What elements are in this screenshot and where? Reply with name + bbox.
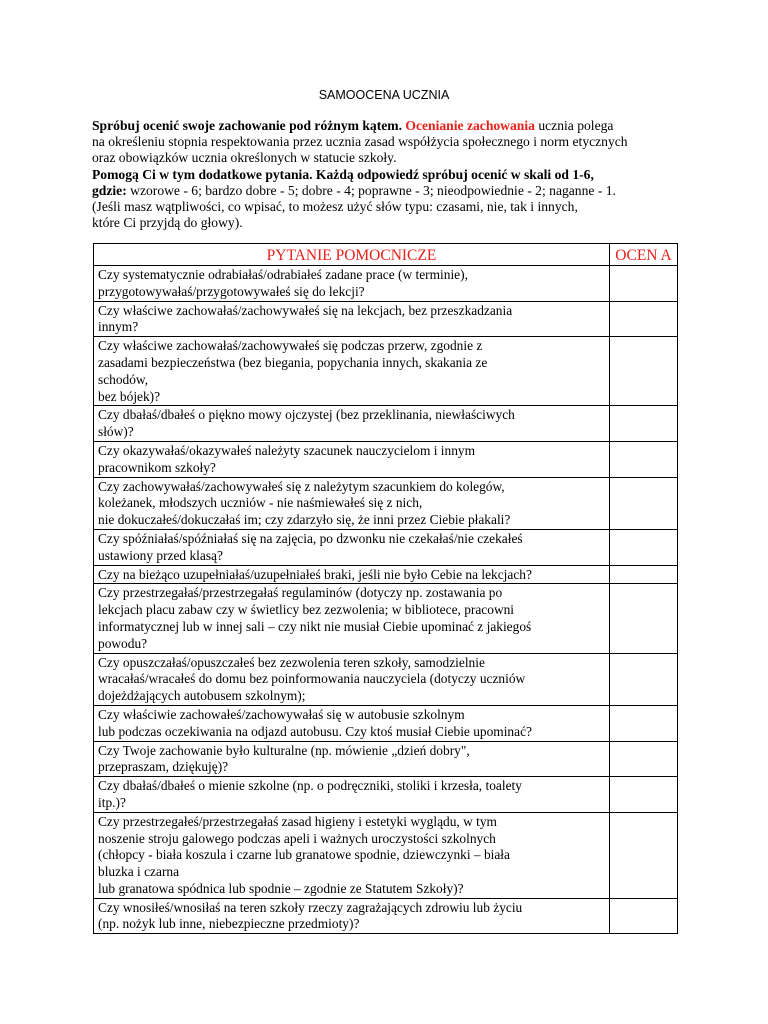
rating-cell[interactable] <box>610 301 678 337</box>
question-cell: Czy opuszczałaś/opuszczałeś bez zezwolenia teren szkoły, samodzielnie wracałaś/wracałeś do domu bez poinformowania nauczyciela (dotyczy uczniów dojeżdżających autobusem szkolnym); <box>94 653 610 705</box>
intro-grading-scale: wzorowe - 6; bardzo dobre - 5; dobre - 4; poprawne - 3; nieodpowiednie - 2; naganne - 1. <box>130 182 616 198</box>
intro-line-4: Pomogą Ci w tym dodatkowe pytania. Każdą odpowiedź spróbuj ocenić w skali od 1-6, <box>92 166 594 182</box>
question-cell: Czy dbałaś/dbałeś o piękno mowy ojczystej (bez przeklinania, niewłaściwych słów)? <box>94 406 610 442</box>
question-cell: Czy dbałaś/dbałeś o mienie szkolne (np. o podręczniki, stoliki i krzesła, toalety itp.)? <box>94 777 610 813</box>
question-cell: Czy zachowywałaś/zachowywałeś się z należytym szacunkiem do kolegów, koleżanek, młodszych uczniów - nie naśmiewałeś się z nich, nie dokuczałeś/dokuczałaś im; czy zdarzyło się, że inni przez Ciebie płakali? <box>94 477 610 529</box>
question-cell: Czy spóźniałaś/spóźniałaś się na zajęcia, po dzwonku nie czekałaś/nie czekałeś ustawiony przed klasą? <box>94 529 610 565</box>
intro-where-label: gdzie: <box>92 182 127 198</box>
table-row <box>94 266 678 302</box>
table-row <box>94 529 678 565</box>
rating-cell[interactable] <box>610 584 678 653</box>
rating-cell[interactable] <box>610 741 678 777</box>
table-row <box>94 584 678 653</box>
intro-line-1-tail: ucznia polega <box>538 118 614 133</box>
rating-cell[interactable] <box>610 529 678 565</box>
document-title: SAMOOCENA UCZNIA <box>318 88 450 102</box>
rating-cell[interactable] <box>610 898 678 934</box>
question-cell: Czy systematycznie odrabiałaś/odrabiałeś zadane prace (w terminie), przygotowywałaś/przygotowywałeś się do lekcji? <box>94 266 610 302</box>
intro-line-2: na określeniu stopnia respektowania przez ucznia zasad współżycia społecznego i norm etycznych <box>92 134 628 150</box>
table-row <box>94 777 678 813</box>
rating-cell[interactable] <box>610 812 678 898</box>
table-row <box>94 812 678 898</box>
table-row <box>94 565 678 584</box>
header-question: PYTANIE POMOCNICZE <box>94 244 610 266</box>
rating-cell[interactable] <box>610 266 678 302</box>
intro-line-1 <box>92 118 692 134</box>
table-row <box>94 653 678 705</box>
table-row <box>94 337 678 406</box>
intro-line-3: oraz obowiązków ucznia określonych w statucie szkoły. <box>92 150 397 166</box>
intro-red-highlight: Ocenianie zachowania <box>405 118 535 133</box>
intro-bold-lead: Spróbuj ocenić swoje zachowanie pod różnym kątem. <box>92 118 402 133</box>
question-cell: Czy właściwe zachowałaś/zachowywałeś się podczas przerw, zgodnie z zasadami bezpieczeństwa (bez biegania, popychania innych, skakania ze schodów, bez bójek)? <box>94 337 610 406</box>
table-row <box>94 406 678 442</box>
table-row <box>94 741 678 777</box>
question-cell: Czy przestrzegałeś/przestrzegałaś zasad higieny i estetyki wyglądu, w tym noszenie stroju galowego podczas apeli i ważnych uroczystości szkolnych (chłopcy - biała koszula i czarne lub granatowe spodnie, dziewczynki – biała bluzka i czarna lub granatowa spódnica lub spodnie – zgodnie ze Statutem Szkoły)? <box>94 812 610 898</box>
question-cell: Czy na bieżąco uzupełniałaś/uzupełniałeś braki, jeśli nie było Cebie na lekcjach? <box>94 565 610 584</box>
rating-cell[interactable] <box>610 337 678 406</box>
question-cell: Czy wnosiłeś/wnosiłaś na teren szkoły rzeczy zagrażających zdrowiu lub życiu (np. nożyk lub inne, niebezpieczne przedmioty)? <box>94 898 610 934</box>
table-row <box>94 705 678 741</box>
table-row <box>94 898 678 934</box>
question-cell: Czy właściwe zachowałaś/zachowywałeś się na lekcjach, bez przeszkadzania innym? <box>94 301 610 337</box>
question-cell: Czy Twoje zachowanie było kulturalne (np. mówienie „dzień dobry", przepraszam, dziękuję)? <box>94 741 610 777</box>
rating-cell[interactable] <box>610 477 678 529</box>
question-cell: Czy przestrzegałaś/przestrzegałaś regulaminów (dotyczy np. zostawania po lekcjach placu zabaw czy w świetlicy bez zezwolenia; w bibliotece, pracowni informatycznej lub w innej sali – czy nikt nie musiał Ciebie upominać z jakiegoś powodu? <box>94 584 610 653</box>
question-cell: Czy okazywałaś/okazywałeś należyty szacunek nauczycielom i innym pracownikom szkoły? <box>94 441 610 477</box>
questions-table <box>93 243 678 934</box>
rating-cell[interactable] <box>610 441 678 477</box>
intro-line-6: (Jeśli masz wątpliwości, co wpisać, to możesz użyć słów typu: czasami, nie, tak i innych, <box>92 199 578 215</box>
rating-cell[interactable] <box>610 653 678 705</box>
table-row <box>94 477 678 529</box>
rating-cell[interactable] <box>610 705 678 741</box>
table-header-row <box>94 244 678 266</box>
rating-cell[interactable] <box>610 777 678 813</box>
table-row <box>94 301 678 337</box>
intro-paragraph <box>92 118 692 231</box>
header-rating: OCEN A <box>610 244 678 266</box>
intro-line-5 <box>92 183 692 199</box>
rating-cell[interactable] <box>610 406 678 442</box>
table-row <box>94 441 678 477</box>
intro-line-7: które Ci przyjdą do głowy). <box>92 215 243 231</box>
question-cell: Czy właściwie zachowałeś/zachowywałaś się w autobusie szkolnym lub podczas oczekiwania na odjazd autobusu. Czy ktoś musiał Ciebie upominać? <box>94 705 610 741</box>
rating-cell[interactable] <box>610 565 678 584</box>
